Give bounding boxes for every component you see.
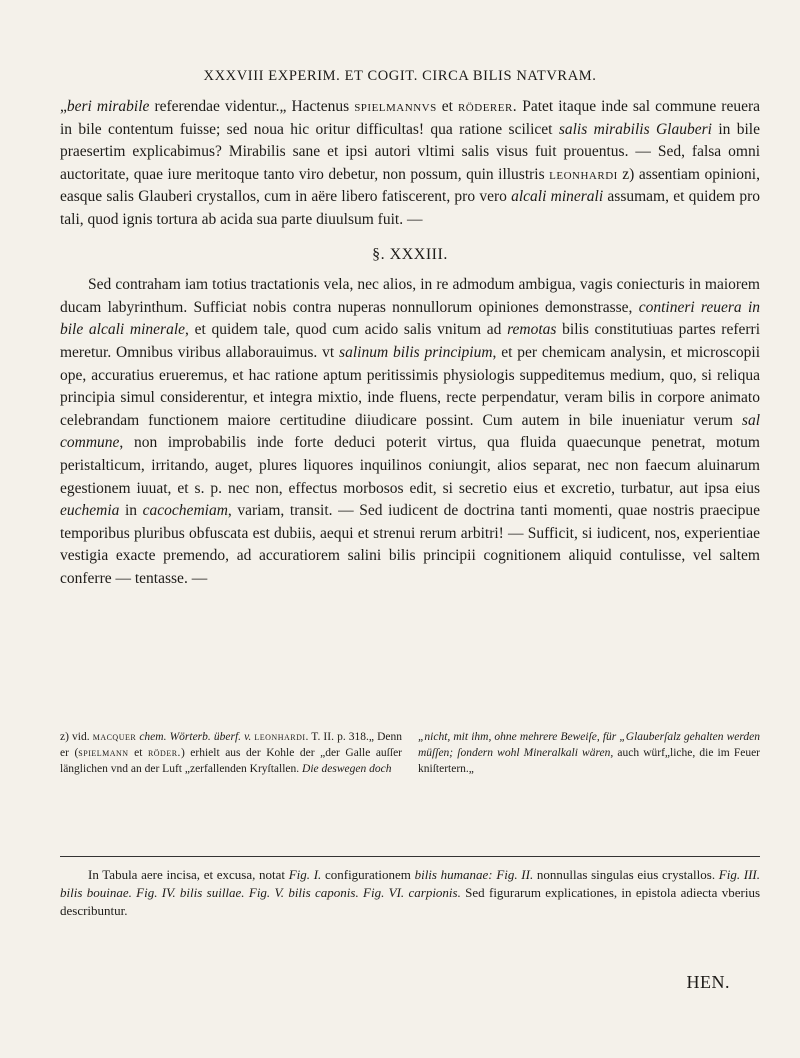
text-span: referendae videntur.„ Hactenus xyxy=(149,98,355,115)
main-text xyxy=(60,96,760,590)
text-span: z) vid. xyxy=(60,731,93,743)
page xyxy=(30,0,770,1058)
text-span: salis mirabilis Glauberi xyxy=(558,120,712,138)
text-span: , variam, transit. — Sed iudicent de doctrina tanti momenti, quae nostris praecipue temporibus pluribus obfuscata est dubiis, aequi et strenui rerum arbitri! — Sufficit, si iudicent, nos, experientiae vestigia exacte premendo, ad accuratiorem salini bilis principii cognitionem aliquid contulisse, vel saltem conferre — tentasse. — xyxy=(60,502,761,587)
text-span: assumam, et quidem pro tali, quod ignis tortura ab acida sua parte diuulsum fuit. — xyxy=(60,188,760,228)
text-span: , et quidem tale, quod cum acido salis vnitum ad xyxy=(185,321,508,339)
footnote-z xyxy=(60,729,760,777)
author-name: röder. xyxy=(147,747,181,759)
text-span: z) assentiam opinioni, easque salis Glauberi crystallos, cum in aëre libero fatiscerent, pro vero xyxy=(60,165,760,206)
text-span: In Tabula aere incisa, et excusa, notat xyxy=(88,867,289,882)
text-span: Patet itaque inde sal commune reuera in bile contentum fuisse; sed noua hic oritur difficultas! qua ratione scilicet xyxy=(60,98,761,138)
text-span: et xyxy=(128,747,148,759)
text-span: et xyxy=(436,98,458,115)
text-span: Sed figurarum explicationes, in epistola adiecta vberius describuntur. xyxy=(60,885,761,918)
text-span: configurationem xyxy=(321,867,415,882)
section-heading: §. XXXIII. xyxy=(372,245,448,263)
author-name: spielmannvs xyxy=(354,98,437,115)
author-name: macquer xyxy=(92,731,137,743)
text-span: bilis constitutiuas partes referri meretur. Omnibus viribus allaborauimus. vt xyxy=(60,321,761,361)
text-span: Sed contraham iam totius tractationis vela, nec alios, in re admodum ambigua, vagis coniecturis in maiorem ducam labyrinthum. Sufficiat nobis contra nuperas nonnullorum opiniones demonstrasse, xyxy=(60,276,760,316)
text-span: alcali minerali xyxy=(511,188,604,206)
author-name: röderer. xyxy=(457,98,518,115)
text-span: cacochemiam xyxy=(142,502,228,520)
text-span: in xyxy=(119,502,143,520)
text-span: Fig. I. xyxy=(288,867,322,882)
paragraph-1 xyxy=(60,96,760,232)
text-span: . T. II. p. 318.„ Denn er ( xyxy=(60,731,403,759)
text-span: in bile praesertim explicabimus? Mirabilis sane et ipsi autori vltimi salis visus fuit prouentus. — Sed, falsa omni auctoritate, quae iure meritoque tanto viro debetur, non possum, quin illustris xyxy=(60,120,760,183)
running-header: XXXVIII EXPERIM. ET COGIT. CIRCA BILIS NATVRAM. xyxy=(203,68,597,84)
text-span: „nicht, mit ihm, ohne mehrere Beweiſe, für „Glauberſalz gehalten werden müſſen; ſondern wohl Mineralkali wären, xyxy=(418,731,760,759)
text-span: , non improbabilis inde forte deduci poterit virtus, qua fluida quaecunque penetrat, motum peristalticum, irritando, auget, plures liquores inquilinos coniungit, alios separat, nec non faecum aluinarum egestionem iuuat, et s. p. nec non, effectus morbosos edit, si secretio eius et excretio, turbatur, aut ipsa eius xyxy=(60,434,760,497)
text-span: Die deswegen doch xyxy=(302,763,392,775)
text-span: „ xyxy=(60,98,67,115)
footnote-right-column xyxy=(418,729,760,777)
text-span: Wörterb. überf. v. xyxy=(169,731,252,743)
text-span: nonnullas singulas eius crystallos. xyxy=(533,867,719,882)
text-span: euchemia xyxy=(60,502,120,520)
text-span: sal commune xyxy=(60,411,760,452)
text-span: ) erhielt aus der Kohle der „der Galle auſſer länglichen vnd an der Luft „zerfallenden Kryſtallen. xyxy=(60,747,403,775)
author-name: leonhardi xyxy=(254,731,306,743)
text-span: contineri reuera in bile alcali minerale xyxy=(60,298,760,339)
text-span: bilis humanae: Fig. II. xyxy=(414,867,534,882)
footnote-left-column xyxy=(60,729,402,777)
divider xyxy=(60,856,760,857)
text-span: auch würf„liche, die im Feuer kniſtertern.„ xyxy=(418,747,761,775)
text-span: chem. xyxy=(136,731,170,743)
author-name: leonhardi xyxy=(549,165,618,183)
paragraph-2 xyxy=(60,274,760,590)
author-name: spielmann xyxy=(78,747,129,759)
catchword: HEN. xyxy=(686,972,730,992)
text-span: remotas xyxy=(507,321,557,339)
text-span: Fig. III. bilis bouinae. Fig. IV. bilis suillae. Fig. V. bilis caponis. Fig. VI. carpionis. xyxy=(60,867,760,900)
text-span: salinum bilis principium xyxy=(339,343,493,361)
text-span: , et per chemicam analysin, et microscopii ope, accuratius erueremus, et hac ratione aptum peritissimis physiologis suppeditemus medium, quo, si reliqua principia simul considerentur, et integra mixtio, inde fluens, recte perpendatur, veram bilis in corpore animato celebrandam functionem maiore certitudine diiudicare possint. Cum autem in bile inueniatur verum xyxy=(60,343,760,429)
plate-explanation xyxy=(60,866,760,920)
text-span: beri mirabile xyxy=(66,98,150,115)
